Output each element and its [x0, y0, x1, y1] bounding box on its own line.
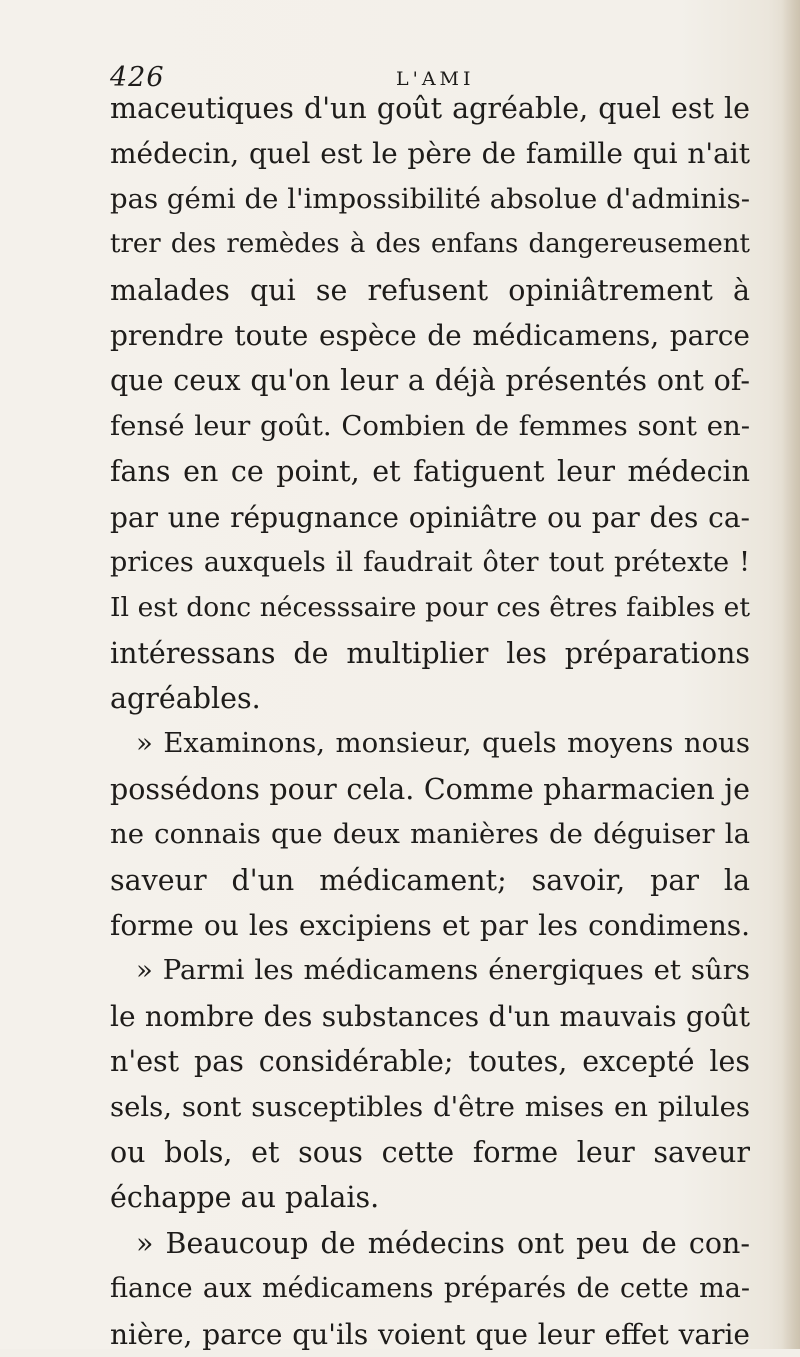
paragraph-start-line: » Examinons, monsieur, quels moyens nous — [136, 727, 750, 760]
text-line: que ceux qu'on leur a déjà présentés ont of- — [110, 364, 750, 398]
paragraph-start-line: » Parmi les médicamens énergiques et sûrs — [136, 954, 750, 987]
running-head: L'AMI — [396, 68, 475, 90]
text-line: trer des remèdes à des enfans dangereusement — [110, 229, 750, 260]
text-line: pas gémi de l'impossibilité absolue d'adminis- — [110, 182, 750, 215]
text-line: sels, sont susceptibles d'être mises en pilules — [110, 1090, 750, 1123]
paragraph-end-line: échappe au palais. — [110, 1181, 380, 1215]
text-line: ne connais que deux manières de déguiser la — [110, 818, 750, 851]
text-line: ou bols, et sous cette forme leur saveur — [110, 1135, 750, 1169]
text-line: forme ou les excipiens et par les condimens. — [110, 909, 750, 943]
text-line: médecin, quel est le père de famille qui n'ait — [110, 137, 750, 171]
text-line: n'est pas considérable; toutes, excepté les — [110, 1045, 750, 1079]
text-line: fiance aux médicamens préparés de cette ma- — [110, 1273, 750, 1305]
text-line: intéressans de multiplier les préparations — [110, 636, 750, 670]
text-line: possédons pour cela. Comme pharmacien je — [110, 772, 750, 806]
text-line: prendre toute espèce de médicamens, parce — [110, 318, 750, 352]
text-line: le nombre des substances d'un mauvais goût — [110, 999, 750, 1033]
body-text — [110, 86, 750, 1357]
text-line: malades qui se refusent opiniâtrement à — [110, 273, 750, 307]
text-line: fensé leur goût. Combien de femmes sont en- — [110, 409, 750, 442]
text-line: par une répugnance opiniâtre ou par des ca- — [110, 500, 750, 534]
page-number: 426 — [110, 62, 165, 93]
text-line: nière, parce qu'ils voient que leur effet varie — [110, 1317, 750, 1351]
paragraph-start-line: » Beaucoup de médecins ont peu de con- — [136, 1226, 750, 1260]
paragraph-end-line: agréables. — [110, 682, 261, 716]
text-line: saveur d'un médicament; savoir, par la — [110, 863, 750, 897]
text-line: maceutiques d'un goût agréable, quel est le — [110, 92, 750, 125]
page-edge-shadow — [782, 0, 800, 1349]
text-line: Il est donc nécesssaire pour ces êtres faibles et — [110, 592, 750, 624]
text-line: prices auxquels il faudrait ôter tout prétexte ! — [110, 546, 750, 578]
text-line: fans en ce point, et fatiguent leur médecin — [110, 455, 750, 489]
